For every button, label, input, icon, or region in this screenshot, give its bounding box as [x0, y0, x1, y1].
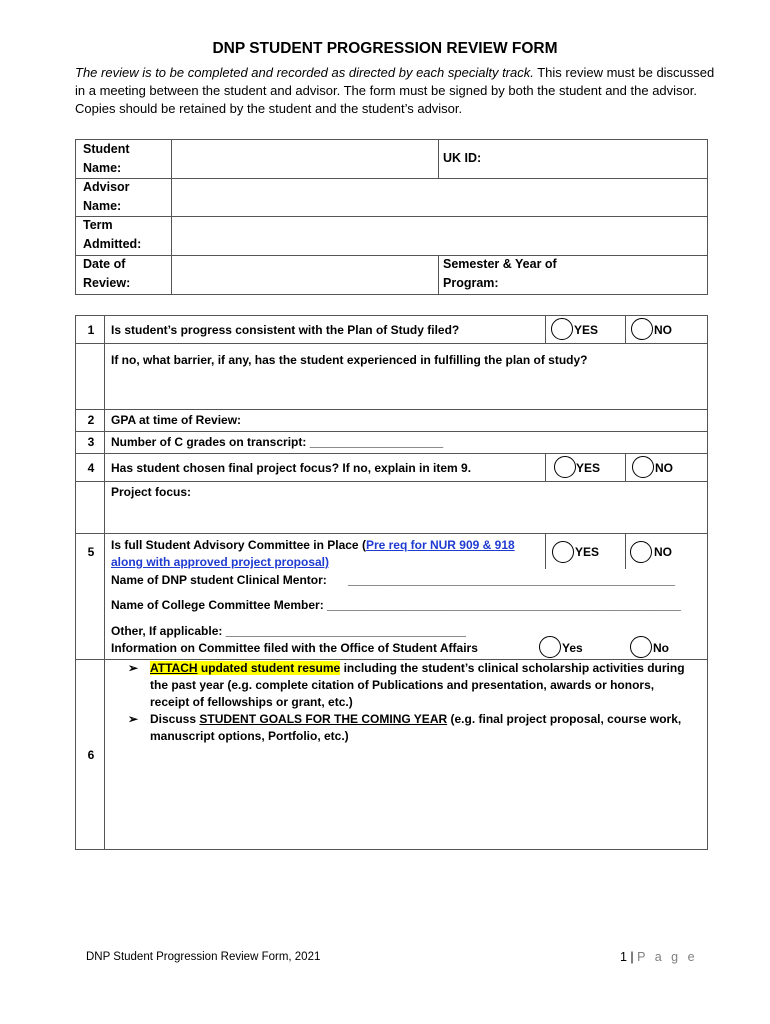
- item-5-question-text: Is full Student Advisory Committee in Place (: [111, 538, 366, 552]
- item-5-mentor-label: Name of DNP student Clinical Mentor:: [111, 573, 327, 587]
- discuss-text: Discuss: [150, 712, 200, 726]
- item-5-info-label: Information on Committee filed with the Office of Student Affairs: [111, 641, 478, 655]
- item-5-no-radio[interactable]: [630, 541, 652, 563]
- advisor-name-field[interactable]: [172, 179, 705, 215]
- item-2-question: GPA at time of Review:: [111, 413, 242, 427]
- item-5-info-no-label: No: [653, 641, 669, 655]
- item-1-followup: If no, what barrier, if any, has the student experienced in fulfilling the plan of study?: [111, 353, 588, 367]
- page-number: [620, 950, 698, 964]
- advisor-name-label: Advisor Name:: [83, 180, 130, 213]
- item-3-number: 3: [87, 435, 95, 449]
- item-4-focus-label: Project focus:: [111, 485, 192, 499]
- resume-text: updated student resume: [197, 661, 341, 675]
- term-admitted-label: Term Admitted:: [83, 218, 142, 251]
- item-4-yes-radio[interactable]: [554, 456, 576, 478]
- footer-form-name: DNP Student Progression Review Form, 2021: [86, 951, 321, 963]
- student-name-field[interactable]: [172, 140, 437, 177]
- item-1-no-radio[interactable]: [631, 318, 653, 340]
- student-goals-text: STUDENT GOALS FOR THE COMING YEAR: [199, 712, 448, 726]
- intro-italic: The review is to be completed and recorded as directed by each specialty track.: [75, 65, 534, 80]
- intro-text: [75, 64, 715, 118]
- item-6-bullet-1: [150, 660, 690, 711]
- item-5-member-label[interactable]: Name of College Committee Member: _____________________________________________________: [111, 598, 681, 612]
- item-5-other-label[interactable]: Other, If applicable: ____________________________________: [111, 624, 466, 638]
- bullet-1-rest: including the student’s clinical scholarship activities during the past year (e.g. complete citation of Publications and presentation, awards or honors, receipt of fellowships or grant, etc.): [150, 661, 685, 709]
- intro-rest: This review must be discussed in a meeting between the student and advisor. The form must be signed by both the student and the advisor. Copies should be retained by the student and the student’s advisor.: [75, 65, 715, 116]
- item-4-no-label: NO: [655, 461, 673, 475]
- semester-year-label: Semester & Year of Program:: [443, 257, 557, 290]
- item-2-number: 2: [87, 413, 95, 427]
- date-of-review-field[interactable]: [172, 256, 437, 293]
- bullet-2-rest: (e.g. final project proposal, course work, manuscript options, Portfolio, etc.): [150, 712, 682, 743]
- form-title: DNP STUDENT PROGRESSION REVIEW FORM: [212, 40, 558, 57]
- item-4-number: 4: [87, 461, 95, 475]
- attach-text: ATTACH: [150, 661, 198, 675]
- item-6-bullet-2: [150, 711, 690, 745]
- item-6-number: 6: [87, 748, 95, 762]
- bullet-icon: ➢: [128, 661, 139, 675]
- item-1-question: Is student’s progress consistent with the Plan of Study filed?: [111, 323, 460, 337]
- page-sep: |: [626, 950, 638, 964]
- page-word: P a g e: [637, 950, 698, 964]
- item-1-followup-field[interactable]: [106, 370, 704, 407]
- item-5-number: 5: [87, 545, 95, 559]
- item-5-prereq-link[interactable]: Pre req for NUR 909 & 918 along with approved project proposal): [111, 538, 515, 569]
- item-5-yes-radio[interactable]: [552, 541, 574, 563]
- item-4-no-radio[interactable]: [632, 456, 654, 478]
- item-5-info-yes-label: Yes: [562, 641, 583, 655]
- item-5-info-no-radio[interactable]: [630, 636, 652, 658]
- item-1-yes-label: YES: [574, 323, 599, 337]
- date-of-review-label: Date of Review:: [83, 257, 131, 290]
- item-5-info-yes-radio[interactable]: [539, 636, 561, 658]
- item-5-mentor-line[interactable]: _________________________________________________: [348, 573, 676, 587]
- uk-id-label: UK ID:: [443, 151, 482, 165]
- item-4-question: Has student chosen final project focus? If no, explain in item 9.: [111, 461, 472, 475]
- item-1-number: 1: [87, 323, 95, 337]
- student-name-label: Student Name:: [83, 142, 130, 175]
- term-admitted-field[interactable]: [172, 217, 705, 254]
- item-5-question: [111, 537, 531, 571]
- page-num: 1: [620, 950, 627, 964]
- item-3-question: Number of C grades on transcript: ____________________: [111, 435, 444, 449]
- item-4-yes-label: YES: [576, 461, 601, 475]
- uk-id-field[interactable]: [490, 140, 704, 177]
- semester-year-field[interactable]: [575, 256, 705, 293]
- item-5-no-label: NO: [654, 545, 672, 559]
- item-1-no-label: NO: [654, 323, 672, 337]
- bullet-icon: ➢: [128, 712, 139, 726]
- attach-highlight: [150, 661, 340, 675]
- item-1-yes-radio[interactable]: [551, 318, 573, 340]
- item-5-yes-label: YES: [575, 545, 600, 559]
